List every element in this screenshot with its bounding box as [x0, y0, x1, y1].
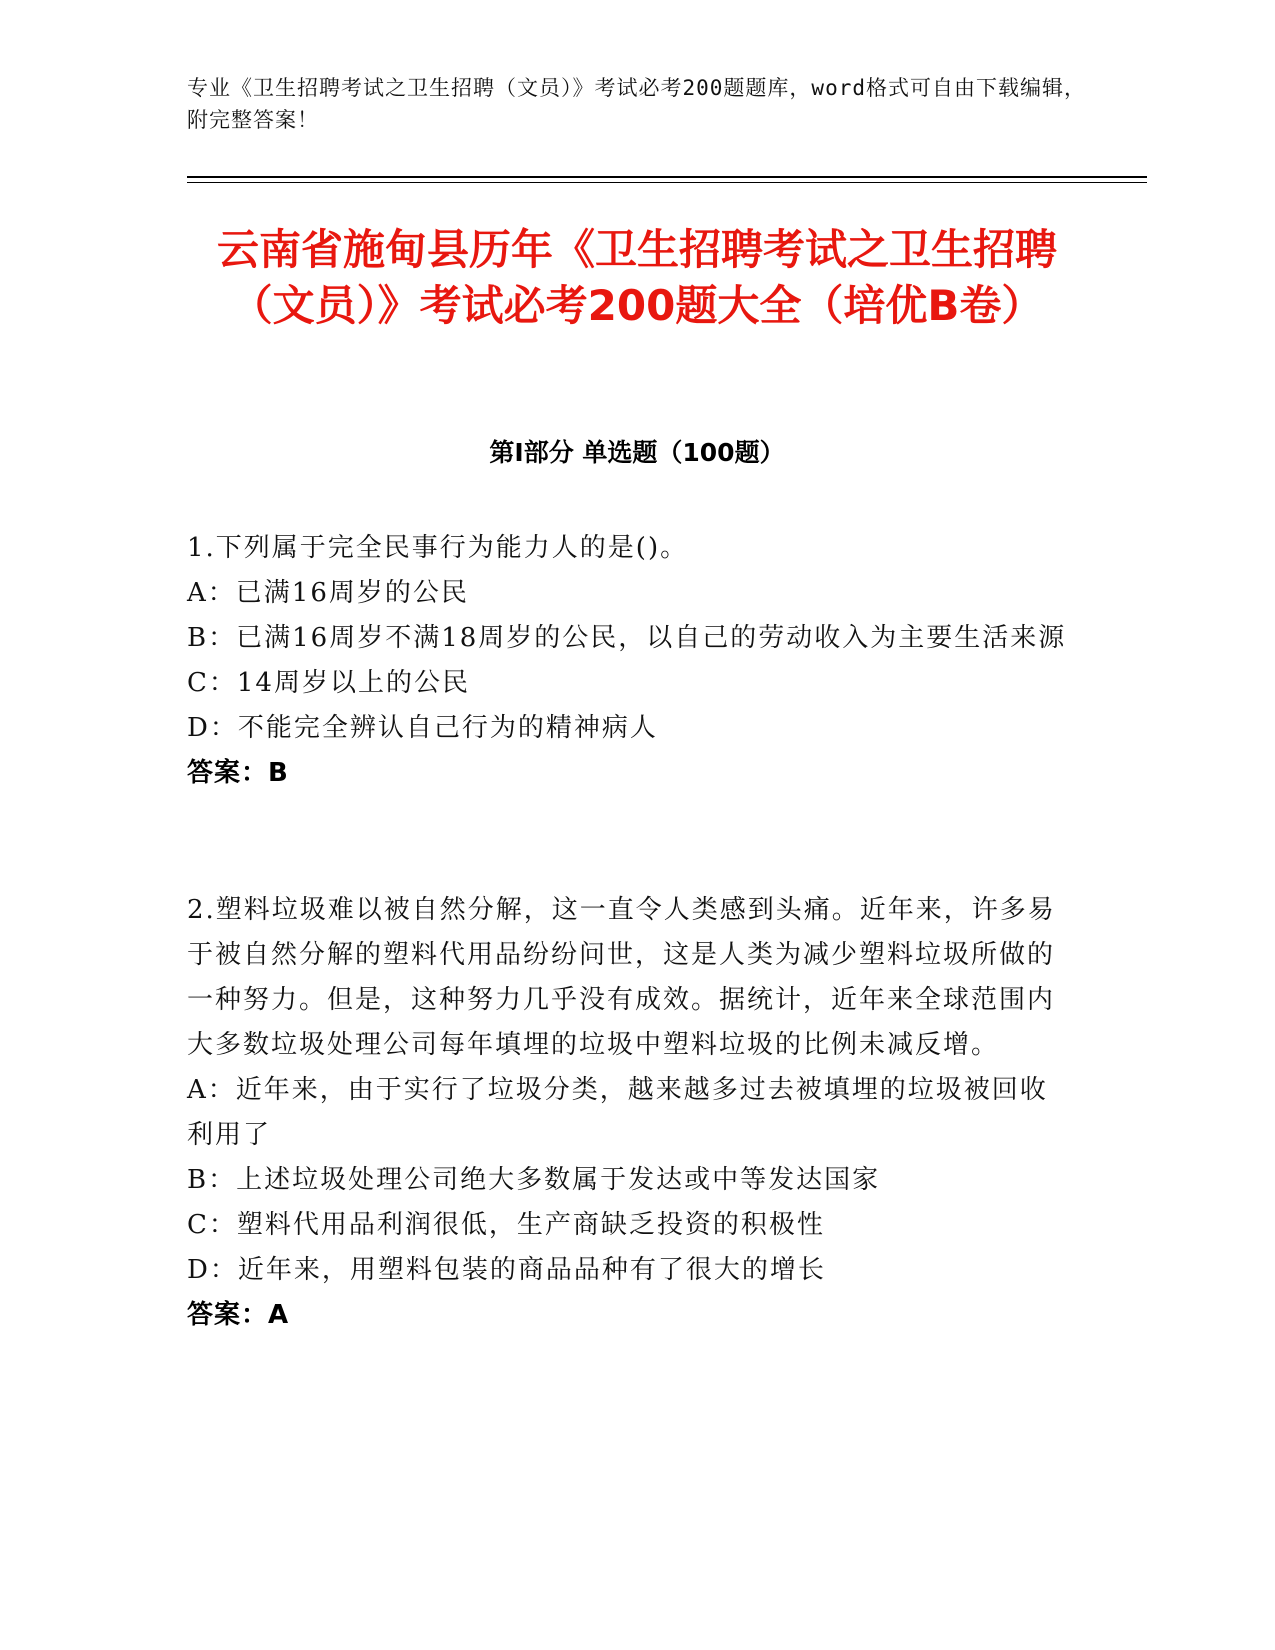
- option-d: D：不能完全辨认自己行为的精神病人: [187, 713, 658, 743]
- option-d: D：近年来，用塑料包装的商品品种有了很大的增长: [187, 1255, 826, 1285]
- option-a: A：近年来，由于实行了垃圾分类，越来越多过去被填埋的垃圾被回收利用了: [187, 1075, 1048, 1150]
- question-2: [187, 888, 1067, 1338]
- option-c: C：14周岁以上的公民: [187, 668, 470, 698]
- option-c: C：塑料代用品利润很低，生产商缺乏投资的积极性: [187, 1210, 825, 1240]
- option-b: B：上述垃圾处理公司绝大多数属于发达或中等发达国家: [187, 1165, 881, 1195]
- answer: 答案：B: [187, 758, 289, 788]
- question-1: [187, 526, 1067, 796]
- header-note: 专业《卫生招聘考试之卫生招聘（文员）》考试必考200题题库，word格式可自由下载编辑，附完整答案！: [187, 76, 1086, 132]
- section-title: 第I部分 单选题（100题）: [489, 438, 785, 467]
- question-stem: 1.下列属于完全民事行为能力人的是()。: [187, 533, 689, 563]
- option-a: A：已满16周岁的公民: [187, 578, 469, 608]
- header-divider-thin: [187, 182, 1147, 183]
- question-stem: 2.塑料垃圾难以被自然分解，这一直令人类感到头痛。近年来，许多易于被自然分解的塑料代用品纷纷问世，这是人类为减少塑料垃圾所做的一种努力。但是，这种努力几乎没有成效。据统计，近年来全球范围内大多数垃圾处理公司每年填埋的垃圾中塑料垃圾的比例未减反增。: [187, 895, 1056, 1060]
- document-title: 云南省施甸县历年《卫生招聘考试之卫生招聘（文员）》考试必考200题大全（培优B卷）: [216, 225, 1057, 330]
- header-divider-thick: [187, 176, 1147, 178]
- answer: 答案：A: [187, 1300, 290, 1330]
- option-b: B：已满16周岁不满18周岁的公民，以自己的劳动收入为主要生活来源: [187, 623, 1067, 653]
